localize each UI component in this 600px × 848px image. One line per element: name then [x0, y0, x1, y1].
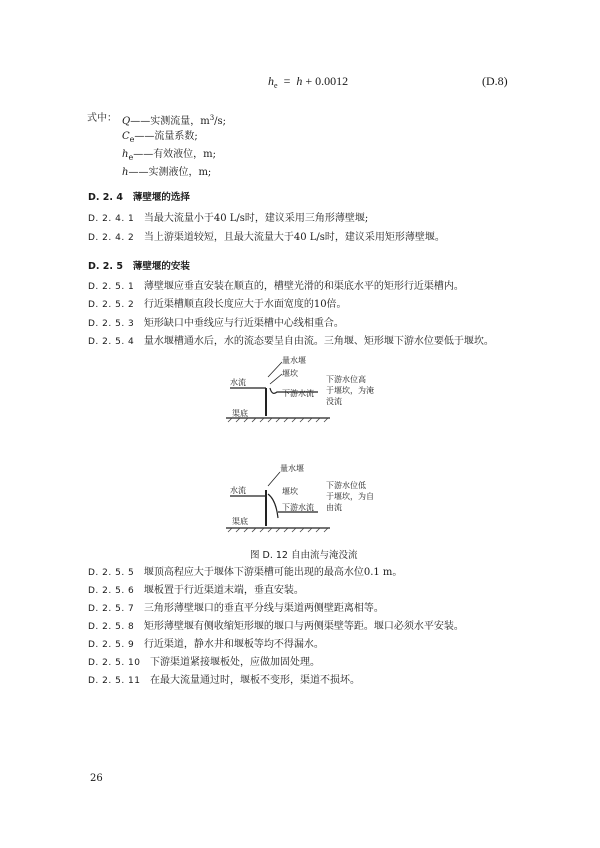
item-d252: D. 2. 5. 2 行近渠槽顺直段长度应大于水面宽度的10倍。	[88, 299, 347, 310]
label-crest: 堰坎	[282, 487, 298, 496]
note-line-1: 下游水位高	[326, 375, 366, 384]
formula-number: (D.8)	[482, 74, 508, 88]
label-weir: 量水堰	[282, 356, 306, 365]
label-flow: 水流	[230, 486, 246, 495]
item-d255: D. 2. 5. 5 堰顶高程应大于堰体下游渠槽可能出现的最高水位0.1 m。	[88, 567, 403, 578]
weir-leader	[268, 472, 280, 486]
note-line-2: 于堰坎，为自	[326, 492, 374, 501]
where-row-h: h——实测液位，m;	[122, 167, 212, 178]
item-d242: D. 2. 4. 2 当上游渠道较短，且最大流量大于40 L/s时，建议采用矩形薄壁堰。	[88, 232, 445, 243]
where-intro: 式中：	[87, 113, 117, 124]
item-d253: D. 2. 5. 3 矩形缺口中垂线应与行近渠槽中心线相重合。	[88, 318, 344, 329]
page-number: 26	[90, 773, 103, 784]
label-bed: 渠底	[232, 517, 248, 526]
where-row-he: $h_e——$有效液位，m;	[122, 149, 217, 162]
where-row-q: Q——实测流量，$m^3/s$;	[122, 114, 227, 127]
figure-caption: 图 D. 12 自由流与淹没流	[250, 550, 358, 561]
crest-leader	[270, 374, 282, 384]
item-d256: D. 2. 5. 6 堰板置于行近渠道末端，垂直安装。	[88, 585, 304, 596]
note-line-2: 于堰坎，为淹	[326, 386, 374, 395]
figure-free-flow	[222, 460, 392, 542]
section-d25-heading: D. 2. 5 薄壁堰的安装	[88, 261, 190, 272]
item-d251: D. 2. 5. 1 薄壁堰应垂直安装在顺直的，槽壁光滑的和渠底水平的矩形行近渠槽内。	[88, 281, 464, 292]
label-crest: 堰坎	[282, 369, 298, 378]
item-d2510: D. 2. 5. 10 下游渠道紧接堰板处，应做加固处理。	[88, 657, 321, 668]
item-d258: D. 2. 5. 8 矩形薄壁堰有侧收缩矩形堰的堰口与两侧渠壁等距。堰口必须水平安装。	[88, 621, 464, 632]
item-d254: D. 2. 5. 4 量水堰槽通水后，水的流态要呈自由流。三角堰、矩形堰下游水位要低于堰坎。	[88, 336, 494, 347]
where-row-ce: $C_e——$流量系数;	[122, 131, 198, 144]
label-weir: 量水堰	[280, 464, 304, 473]
item-d2511: D. 2. 5. 11 在最大流量通过时，堰板不变形，渠道不损坏。	[88, 675, 361, 686]
label-downstream: 下游水流	[282, 389, 314, 398]
figure-submerged-flow	[222, 352, 392, 434]
formula-d8: $h_e = h + 0.0012$	[268, 74, 349, 90]
weir-leader	[268, 362, 282, 377]
label-downstream: 下游水流	[282, 503, 314, 512]
item-d259: D. 2. 5. 9 行近渠道，静水井和堰板等均不得漏水。	[88, 639, 324, 650]
note-line-3: 没流	[326, 397, 342, 406]
nappe	[268, 494, 278, 518]
label-flow: 水流	[230, 378, 246, 387]
item-d257: D. 2. 5. 7 三角形薄壁堰口的垂直平分线与渠道两侧壁距离相等。	[88, 603, 384, 614]
label-bed: 渠底	[232, 409, 248, 418]
note-line-1: 下游水位低	[326, 481, 366, 490]
section-d24-heading: D. 2. 4 薄壁堰的选择	[88, 192, 190, 203]
note-line-3: 由流	[326, 503, 342, 512]
item-d241: D. 2. 4. 1 当最大流量小于40 L/s时，建议采用三角形薄壁堰;	[88, 213, 369, 224]
